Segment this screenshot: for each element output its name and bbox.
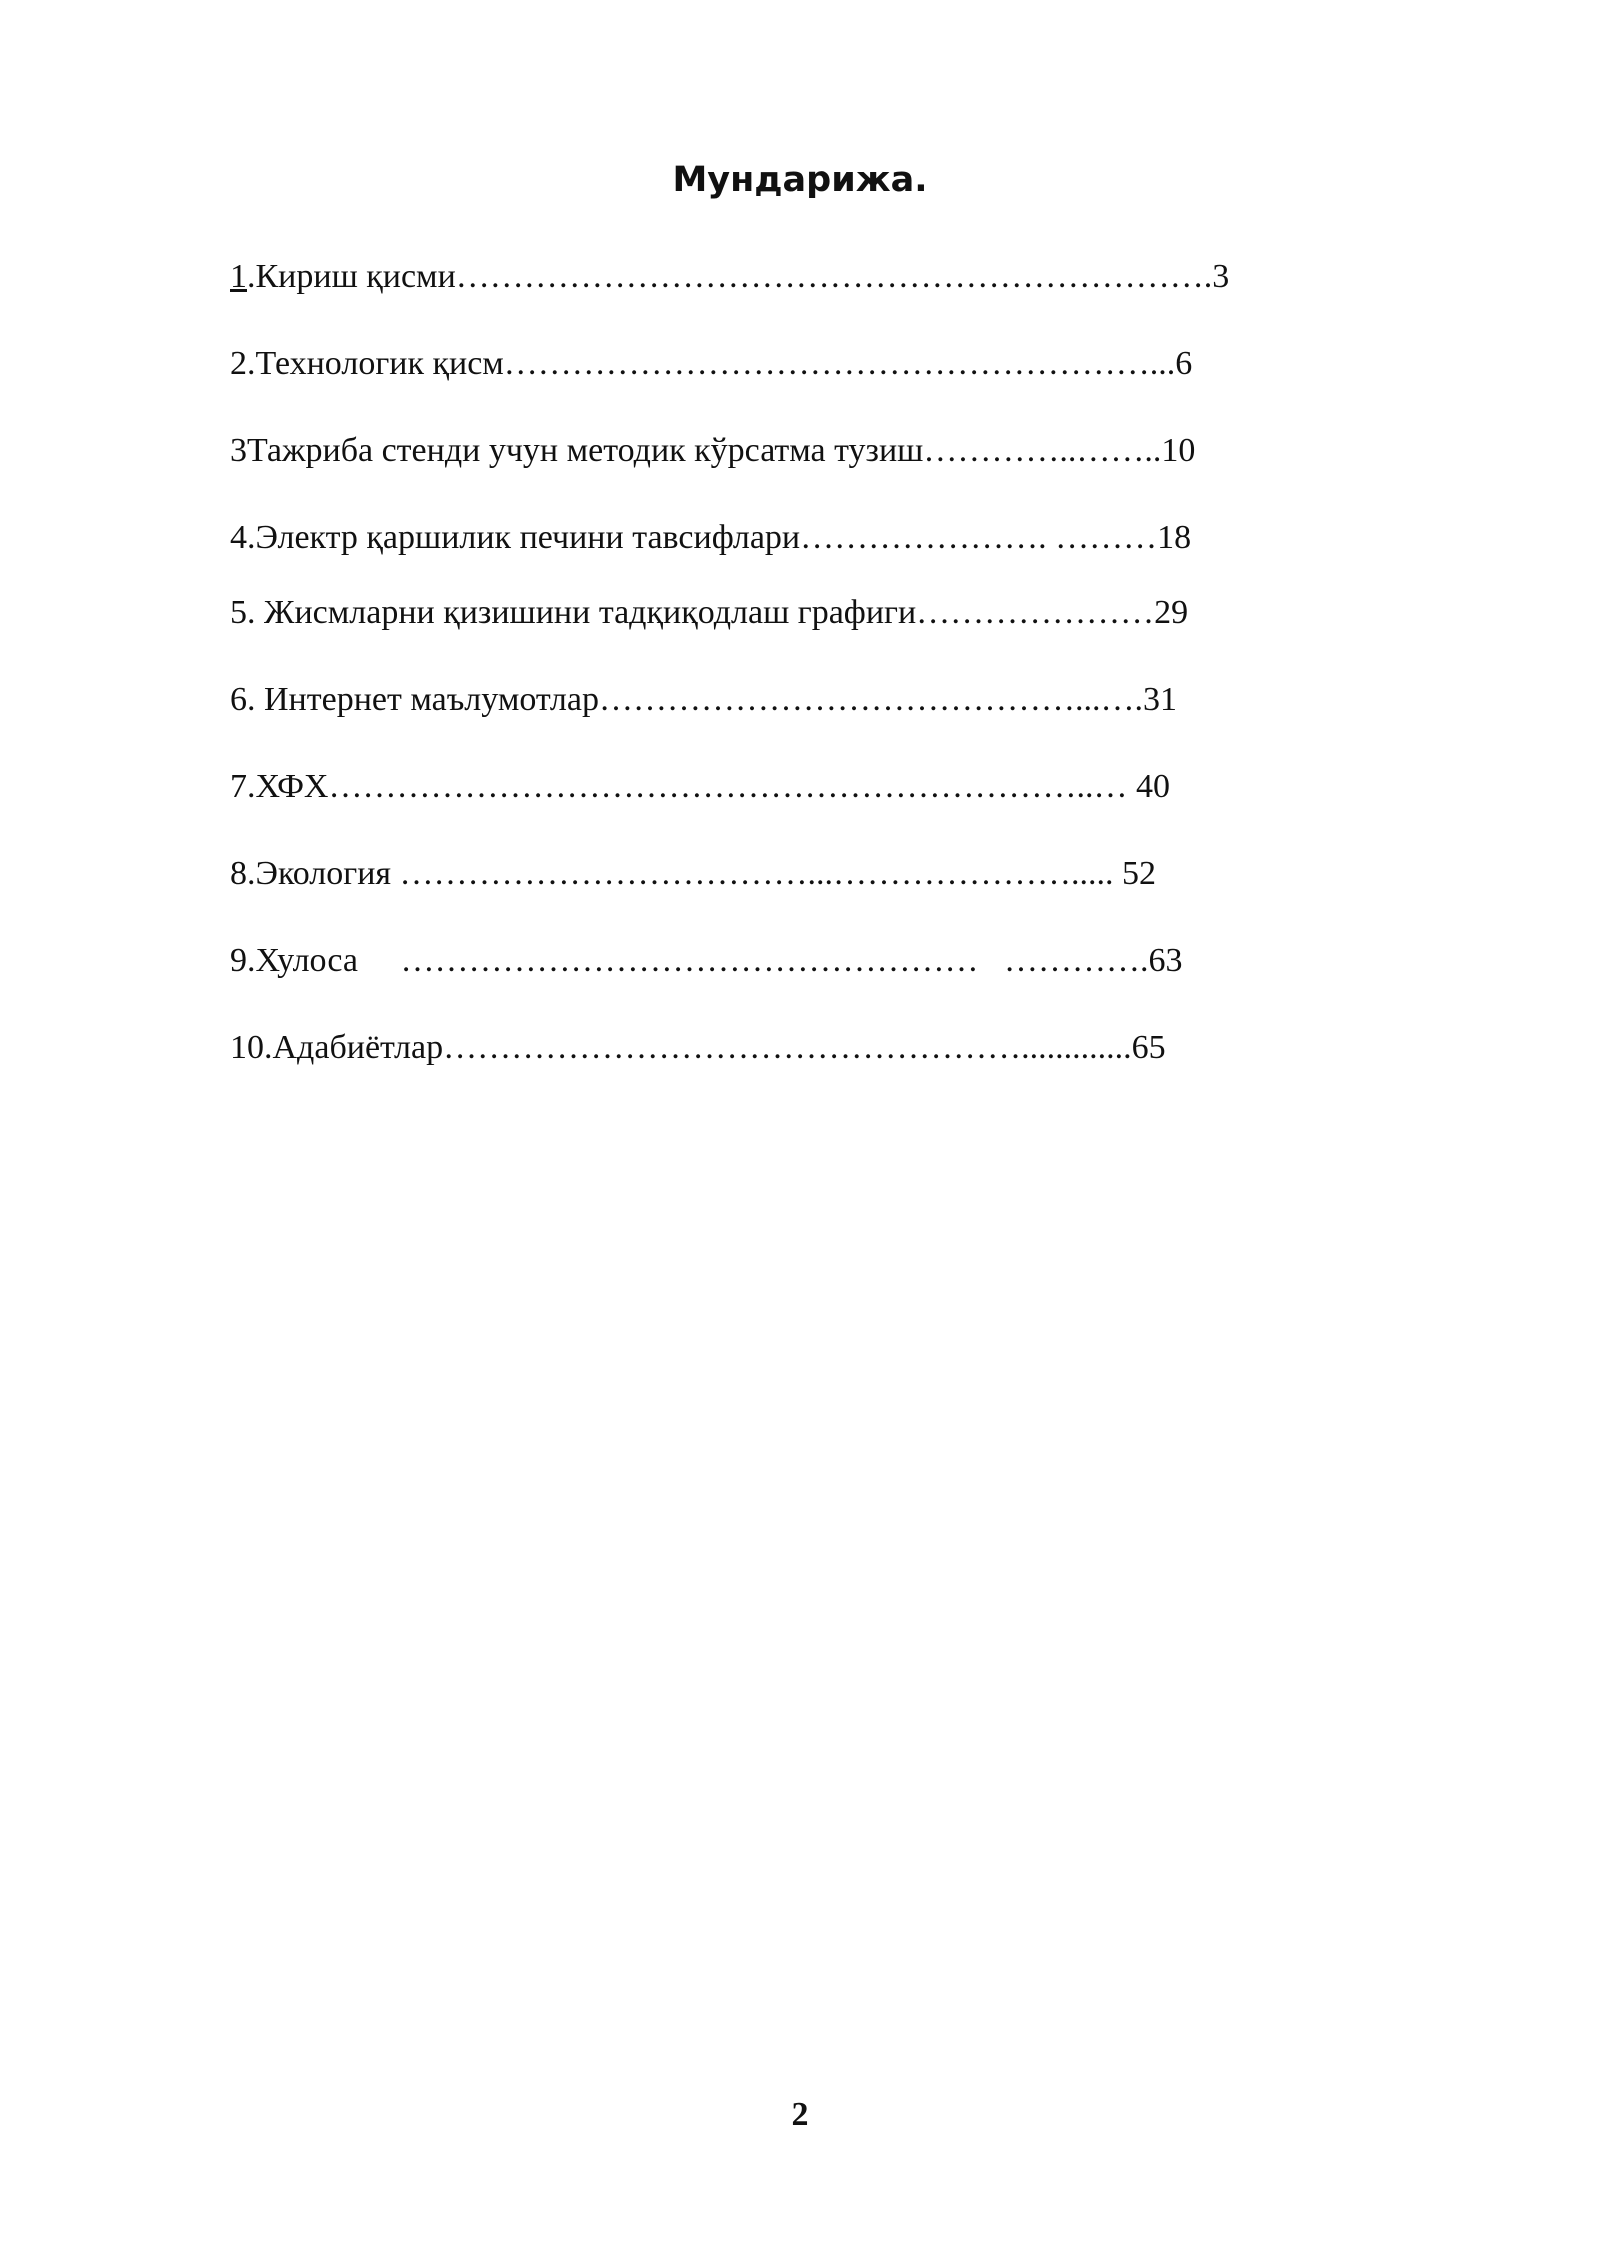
- toc-title: Мундарижа.: [672, 160, 928, 200]
- toc-entry-method-guide[interactable]: [230, 430, 1195, 472]
- toc-entry-text: .Кириш қисми………………………………………………………….3: [247, 258, 1230, 295]
- toc-entry-text: 9.Хулоса …………………………………………… ………….63: [230, 942, 1183, 979]
- toc-entry-heating-graph[interactable]: [230, 592, 1188, 634]
- toc-entry-ecology[interactable]: [230, 853, 1156, 895]
- toc-entry-internet[interactable]: [230, 679, 1177, 721]
- toc-entry-hfh[interactable]: [230, 766, 1170, 808]
- toc-entry-conclusion[interactable]: [230, 940, 1182, 982]
- toc-entry-text: 6. Интернет маълумотлар……………………………………...….31: [230, 681, 1177, 718]
- toc-entry-text: 7.ХФХ…………………………………………………………..… 40: [230, 768, 1170, 805]
- page-number: 2: [791, 2096, 809, 2133]
- toc-entry-number: 1: [230, 258, 247, 295]
- toc-entry-literature[interactable]: [230, 1027, 1166, 1069]
- toc-entry-text: 3Тажриба стенди учун методик кўрсатма тузиш…………..……..10: [230, 432, 1196, 469]
- toc-entry-text: 4.Электр қаршилик печини тавсифлари…………………. ………18: [230, 519, 1192, 556]
- toc-entry-furnace[interactable]: [230, 517, 1191, 559]
- toc-entry-text: 8.Экология ………………………………...…………………..... 52: [230, 855, 1157, 892]
- toc-entry-text: 2.Технологик қисм…………………………………………………...6: [230, 345, 1193, 382]
- toc-entry-intro[interactable]: [230, 256, 1229, 298]
- toc-entry-technology[interactable]: [230, 343, 1192, 385]
- toc-entry-text: 5. Жисмларни қизишини тадқиқодлаш графиги…………………29: [230, 594, 1189, 631]
- toc-entry-text: 10.Адабиётлар…………………………………………….............65: [230, 1029, 1166, 1066]
